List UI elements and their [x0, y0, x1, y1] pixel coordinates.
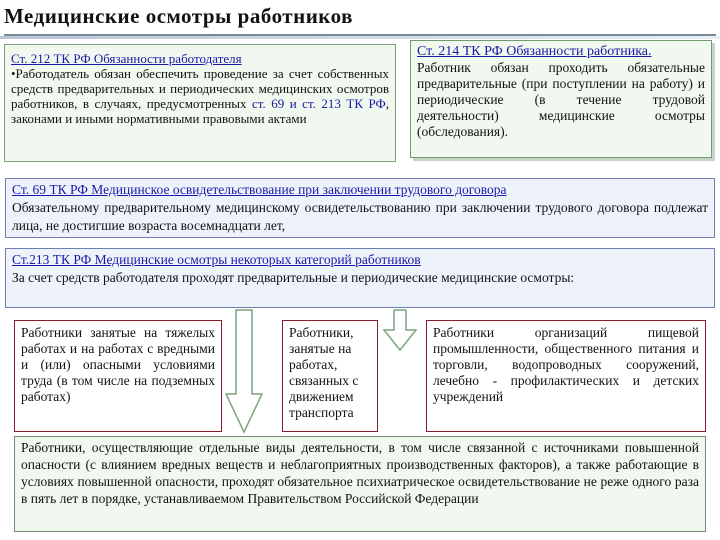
- title-divider: [0, 36, 720, 39]
- employer-duties-text-after: , законами и иными нормативными правовыми актами: [11, 96, 390, 126]
- article-213-heading: Ст.213 ТК РФ Медицинские осмотры некоторых категорий работников: [12, 252, 421, 267]
- article-213-box: [5, 248, 715, 308]
- category-transport-text: Работники, занятые на работах, связанных с движением транспорта: [289, 325, 359, 420]
- employee-duties-heading: Ст. 214 ТК РФ Обязанности работника.: [417, 44, 652, 59]
- article-69-text: Обязательному предварительному медицинскому освидетельствованию при заключении трудового договора подлежат лица, не достигшие возраста восемнадцати лет,: [12, 200, 708, 233]
- category-food-box: [426, 320, 706, 432]
- article-69-heading: Ст. 69 ТК РФ Медицинское освидетельствование при заключении трудового договора: [12, 182, 507, 197]
- psychiatric-exam-text: Работники, осуществляющие отдельные виды деятельности, в том числе связанной с источниками повышенной опасности (с влиянием вредных веществ и неблагоприятных производственных факторов), а также работающие в условиях повышенной опасности, проходят обязательное психиатрическое освидетельствование не реже одного раза в пять лет в порядке, устанавливаемом Правительством Российской Федерации: [21, 440, 699, 506]
- psychiatric-exam-box: [14, 436, 706, 532]
- employee-duties-text: Работник обязан проходить обязательные предварительные (при поступлении на работу) и периодические (в течение трудовой деятельности) медицинские осмотры (обследования).: [417, 60, 705, 139]
- article-69-box: [5, 178, 715, 238]
- category-food-text: Работники организаций пищевой промышленности, общественного питания и торговли, водопроводных сооружений, лечебно - профилактических и детских учреждений: [433, 325, 699, 404]
- category-hazardous-text: Работники занятые на тяжелых работах и на работах с вредными и (или) опасными условиями труда (в том числе на подземных работах): [21, 325, 215, 404]
- down-arrow-left: [226, 310, 262, 432]
- employer-duties-reference: ст. 69 и ст. 213 ТК РФ: [252, 96, 386, 111]
- employer-duties-box: [4, 44, 396, 162]
- page-title: Медицинские осмотры работников: [4, 4, 716, 36]
- employer-duties-heading: Ст. 212 ТК РФ Обязанности работодателя: [11, 51, 242, 66]
- employee-duties-box: [410, 40, 712, 158]
- employer-duties-text: [11, 66, 389, 126]
- employer-duties-text-before: •Работодатель обязан обеспечить проведение за счет собственных средств предварительных и периодических медицинских осмотров работников, в случаях, предусмотренных: [11, 66, 389, 111]
- category-hazardous-box: [14, 320, 222, 432]
- category-transport-box: [282, 320, 378, 432]
- down-arrow-center: [384, 310, 416, 350]
- article-213-text: За счет средств работодателя проходят предварительные и периодические медицинские осмотры:: [12, 270, 575, 285]
